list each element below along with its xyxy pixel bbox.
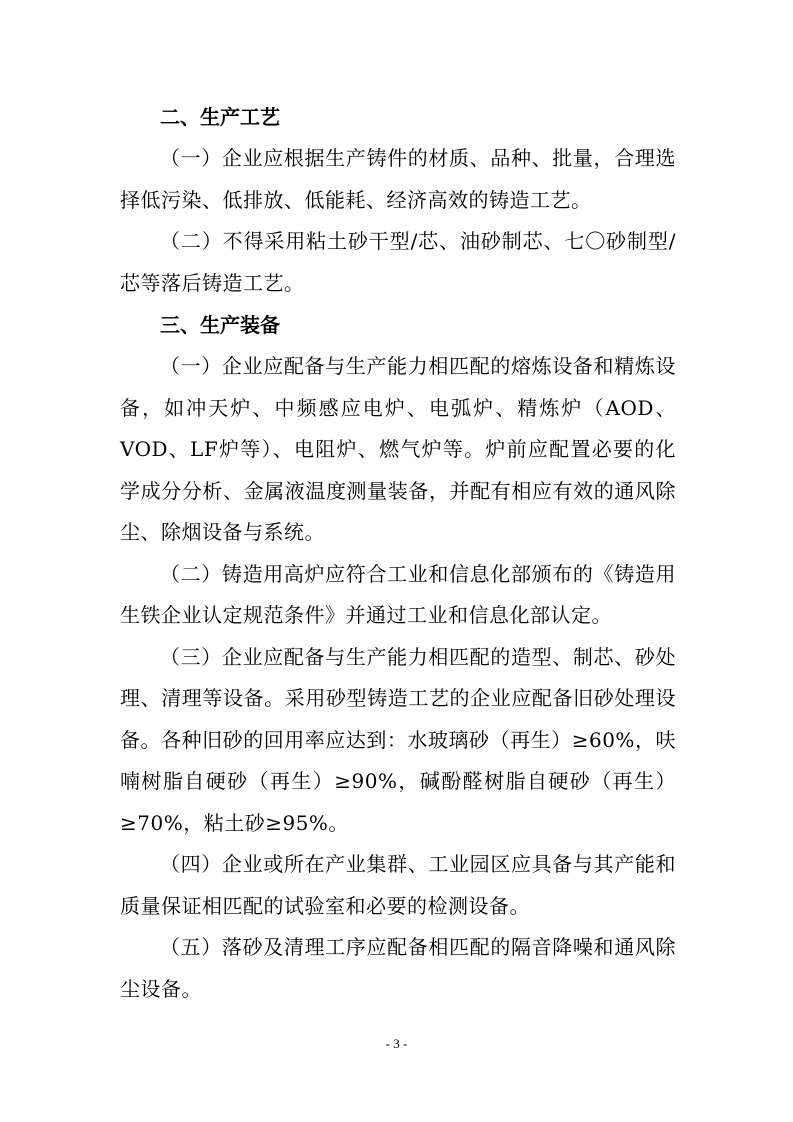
paragraph-process-1: （一）企业应根据生产铸件的材质、品种、批量，合理选择低污染、低排放、低能耗、经济高效的铸造工艺。 (120, 146, 676, 212)
paragraph-equipment-4: （四）企业或所在产业集群、工业园区应具备与其产能和质量保证相匹配的试验室和必要的检测设备。 (120, 852, 676, 918)
paragraph-process-2: （二）不得采用粘土砂干型/芯、油砂制芯、七〇砂制型/芯等落后铸造工艺。 (120, 229, 676, 295)
page-body (120, 96, 676, 1010)
paragraph-equipment-1: （一）企业应配备与生产能力相匹配的熔炼设备和精炼设备，如冲天炉、中频感应电炉、电弧炉、精炼炉（AOD、VOD、LF炉等）、电阻炉、燃气炉等。炉前应配置必要的化学成分分析、金属液温度测量装备，并配有相应有效的通风除尘、除烟设备与系统。 (120, 354, 676, 544)
paragraph-equipment-2: （二）铸造用高炉应符合工业和信息化部颁布的《铸造用生铁企业认定规范条件》并通过工业和信息化部认定。 (120, 561, 676, 627)
section-heading-production-equipment: 三、生产装备 (160, 313, 280, 337)
paragraph-equipment-3: （三）企业应配备与生产能力相匹配的造型、制芯、砂处理、清理等设备。采用砂型铸造工艺的企业应配备旧砂处理设备。各种旧砂的回用率应达到：水玻璃砂（再生）≥60%，呋喃树脂自硬砂（再生）≥90%，碱酚醛树脂自硬砂（再生）≥70%，粘土砂≥95%。 (120, 644, 676, 835)
section-heading-production-process: 二、生产工艺 (160, 105, 280, 129)
paragraph-equipment-5: （五）落砂及清理工序应配备相匹配的隔音降噪和通风除尘设备。 (120, 935, 676, 1001)
page-number: - 3 - (385, 1036, 408, 1051)
